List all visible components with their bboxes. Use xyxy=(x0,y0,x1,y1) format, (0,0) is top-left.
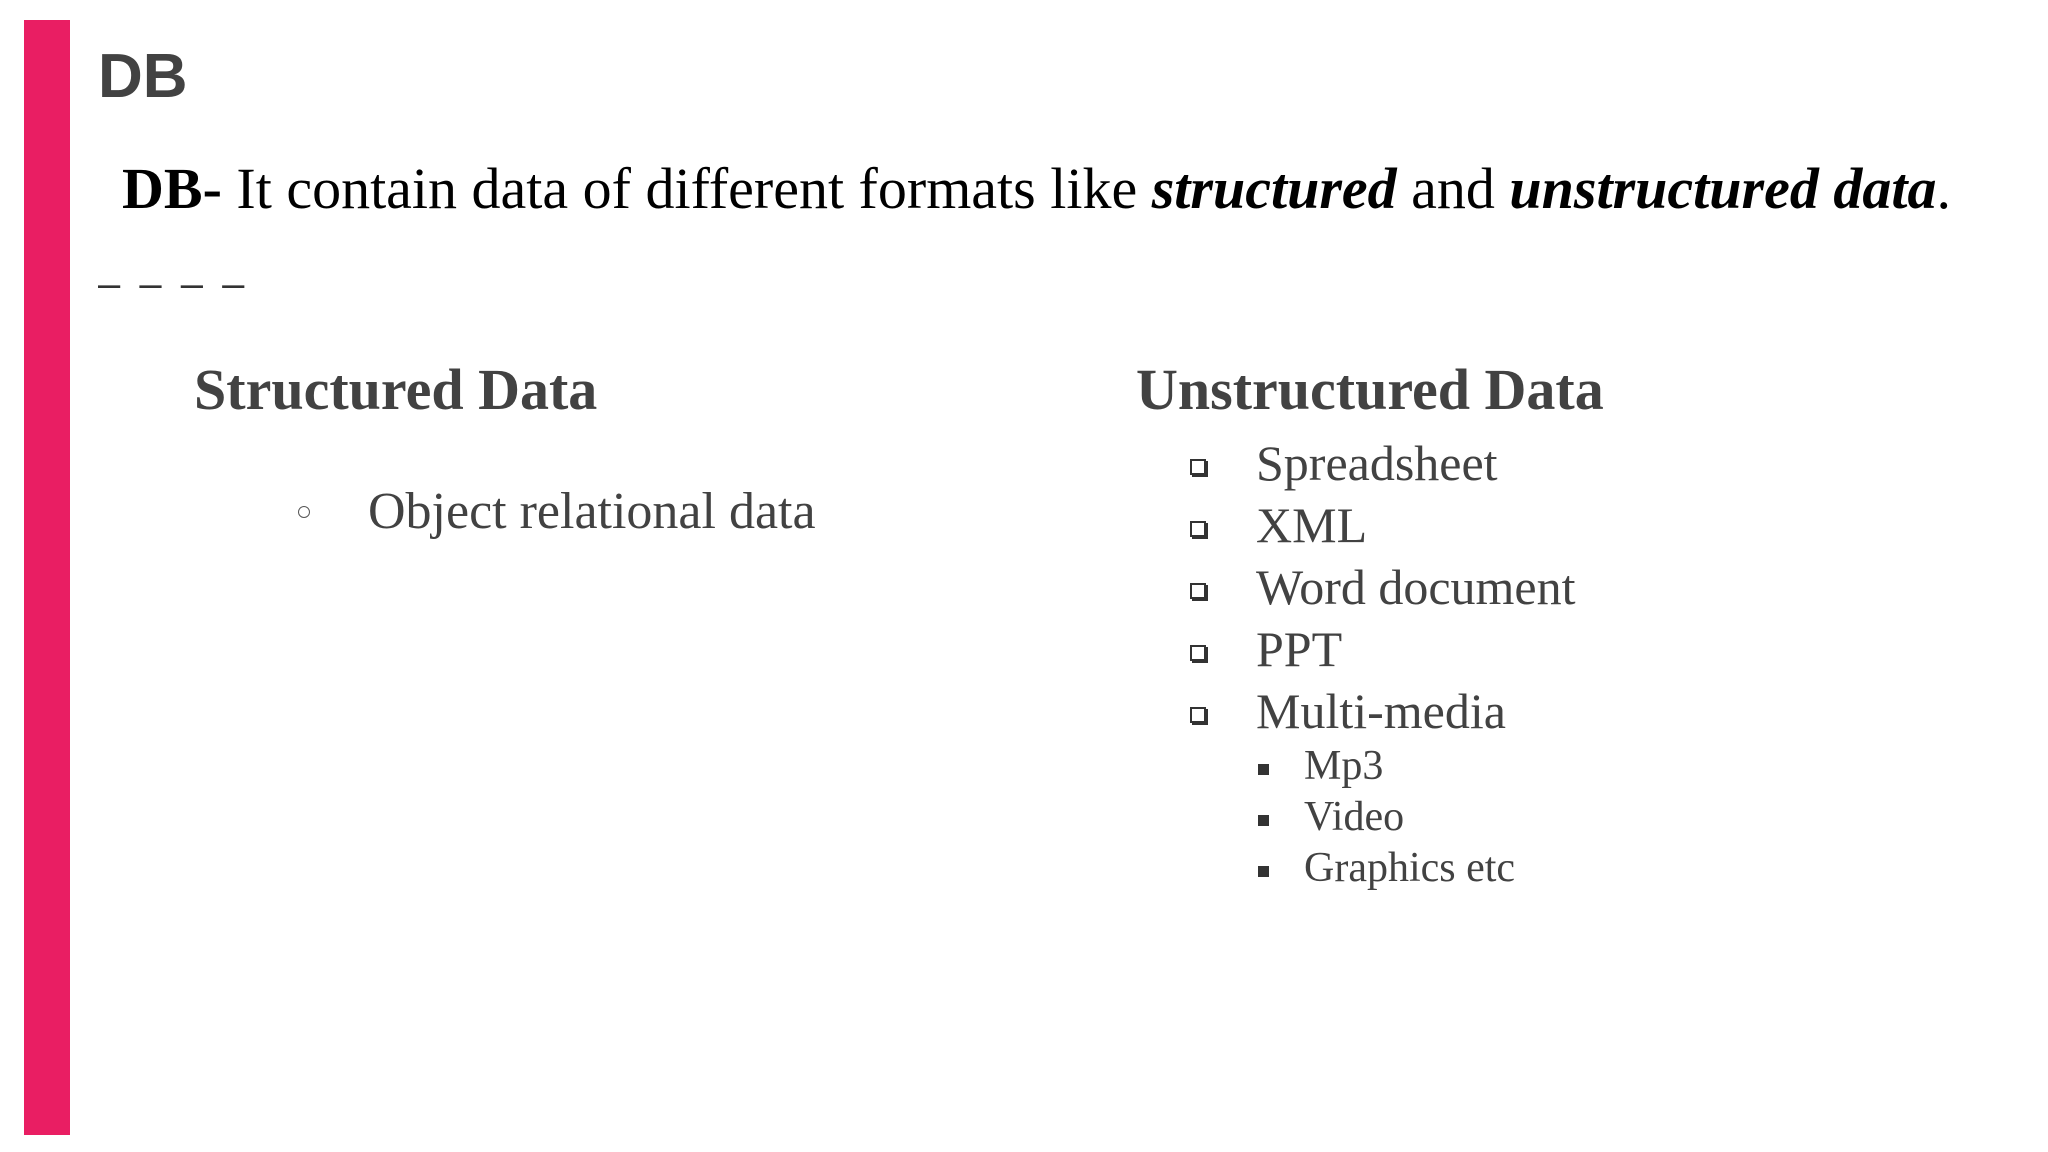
hollow-square-bullet-icon xyxy=(1190,645,1206,661)
hollow-square-bullet-icon xyxy=(1190,583,1206,599)
filled-square-bullet-icon xyxy=(1258,815,1269,826)
definition-text-after: . xyxy=(1936,156,1951,221)
unstructured-heading: Unstructured Data xyxy=(1136,357,1604,422)
unstructured-item-label: Multi-media xyxy=(1256,683,1506,739)
unstructured-list-item xyxy=(1190,681,1506,741)
multimedia-subitem xyxy=(1258,740,1383,792)
filled-square-bullet-icon xyxy=(1258,866,1269,877)
structured-list-item xyxy=(298,480,816,544)
hollow-square-bullet-icon xyxy=(1190,521,1206,537)
unstructured-item-label: PPT xyxy=(1256,621,1343,677)
multimedia-subitem xyxy=(1258,842,1515,894)
hollow-square-bullet-icon xyxy=(1190,459,1206,475)
hollow-circle-bullet-icon xyxy=(298,506,310,518)
definition-text-middle: and xyxy=(1396,156,1510,221)
accent-bar xyxy=(24,20,70,1135)
multimedia-subitem-label: Graphics etc xyxy=(1304,845,1516,891)
definition-text-before: It contain data of different formats like xyxy=(221,156,1152,221)
definition-emphasis-structured: structured xyxy=(1151,156,1397,221)
definition-term: DB- xyxy=(122,156,222,221)
dash-divider: – – – – xyxy=(98,262,249,306)
multimedia-subitem xyxy=(1258,791,1404,843)
unstructured-item-label: XML xyxy=(1256,497,1368,553)
unstructured-item-label: Spreadsheet xyxy=(1256,435,1498,491)
unstructured-item-label: Word document xyxy=(1256,559,1576,615)
unstructured-list-item xyxy=(1190,495,1367,555)
multimedia-subitem-label: Video xyxy=(1304,794,1405,840)
db-definition xyxy=(122,154,1951,224)
unstructured-list-item xyxy=(1190,619,1342,679)
definition-emphasis-unstructured: unstructured data xyxy=(1509,156,1937,221)
unstructured-list-item xyxy=(1190,557,1576,617)
multimedia-subitem-label: Mp3 xyxy=(1304,743,1384,789)
filled-square-bullet-icon xyxy=(1258,764,1269,775)
structured-heading: Structured Data xyxy=(194,357,598,422)
hollow-square-bullet-icon xyxy=(1190,707,1206,723)
structured-item-label: Object relational data xyxy=(368,483,816,540)
unstructured-list-item xyxy=(1190,433,1498,493)
slide-title: DB xyxy=(98,42,188,111)
